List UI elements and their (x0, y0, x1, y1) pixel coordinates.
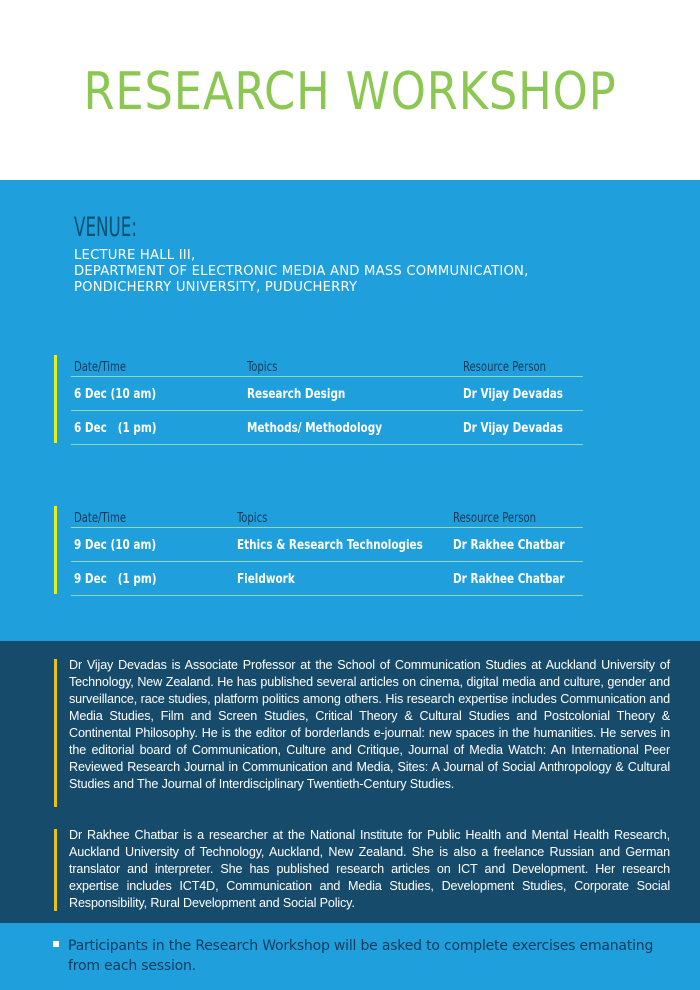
table-row (71, 528, 583, 562)
session-person: Dr Rakhee Chatbar (453, 536, 565, 553)
session-person: Dr Vijay Devadas (463, 419, 563, 436)
header-topics: Topics (247, 360, 278, 375)
bio-vijay-devadas (54, 657, 670, 793)
note-text: Participants in the Research Workshop will be asked to complete exercises emanating from each session. (68, 938, 654, 974)
table-header-row (71, 355, 583, 377)
accent-bar (54, 829, 57, 911)
session-person: Dr Rakhee Chatbar (453, 570, 565, 587)
header-datetime: Date/Time (74, 511, 127, 526)
session-datetime: 6 Dec (10 am) (74, 385, 157, 402)
footer (0, 923, 700, 990)
accent-bar (54, 659, 57, 807)
bio-rakhee-chatbar (54, 827, 670, 912)
page-title: RESEARCH WORKSHOP (83, 62, 617, 122)
header (0, 0, 700, 180)
session-topic: Methods/ Methodology (247, 419, 383, 436)
accent-bar (54, 355, 57, 443)
table-row (71, 377, 583, 411)
session-datetime: 9 Dec (1 pm) (74, 570, 157, 587)
header-resource-person: Resource Person (463, 360, 547, 375)
session-datetime: 6 Dec (1 pm) (74, 419, 157, 436)
session-topic: Fieldwork (237, 570, 295, 587)
schedule-table-2 (54, 506, 584, 598)
bio-text: Dr Vijay Devadas is Associate Professor at the School of Communication Studies at Auckland University of Technology, New Zealand. He has published several articles on cinema, digital media and culture, gender and surveillance, race studies, platform politics among others. His research expertise includes Communication and Media Studies, Film and Screen Studies, Critical Theory & Cultural Studies and Postcolonial Theory & Continental Philosophy. He is the editor of borderlands e-journal: new spaces in the humanities. He serves in the editorial board of Communication, Culture and Critique, Journal of Media Watch: An International Peer Reviewed Research Journal in Communication and Media, Sites: A Journal of Social Anthropology & Cultural Studies and The Journal of Interdisciplinary Twentieth-Century Studies. (69, 658, 670, 791)
square-bullet-icon (53, 941, 59, 947)
venue-line: LECTURE HALL III, (74, 248, 196, 263)
header-datetime: Date/Time (74, 360, 127, 375)
table-header-row (71, 506, 583, 528)
table-row (71, 562, 583, 596)
table-row (71, 411, 583, 445)
session-topic: Research Design (247, 385, 346, 402)
accent-bar (54, 506, 57, 594)
header-topics: Topics (237, 511, 268, 526)
venue-line: PONDICHERRY UNIVERSITY, PUDUCHERRY (74, 280, 358, 295)
session-datetime: 9 Dec (10 am) (74, 536, 157, 553)
session-person: Dr Vijay Devadas (463, 385, 563, 402)
venue-address (74, 248, 529, 296)
participant-note (53, 936, 673, 976)
session-topic: Ethics & Research Technologies (237, 536, 424, 553)
venue-label: VENUE: (74, 212, 138, 243)
bio-text: Dr Rakhee Chatbar is a researcher at the National Institute for Public Health and Mental Health Research, Auckland University of Technology, Auckland, New Zealand. She is also a freelance Russian and German translator and interpreter. She has published research articles on ICT and Development. Her research expertise includes ICT4D, Communication and Media Studies, Development Studies, Corporate Social Responsibility, Rural Development and Social Policy. (69, 828, 670, 910)
header-resource-person: Resource Person (453, 511, 537, 526)
schedule-table-1 (54, 355, 584, 447)
venue-line: DEPARTMENT OF ELECTRONIC MEDIA AND MASS COMMUNICATION, (74, 264, 529, 279)
